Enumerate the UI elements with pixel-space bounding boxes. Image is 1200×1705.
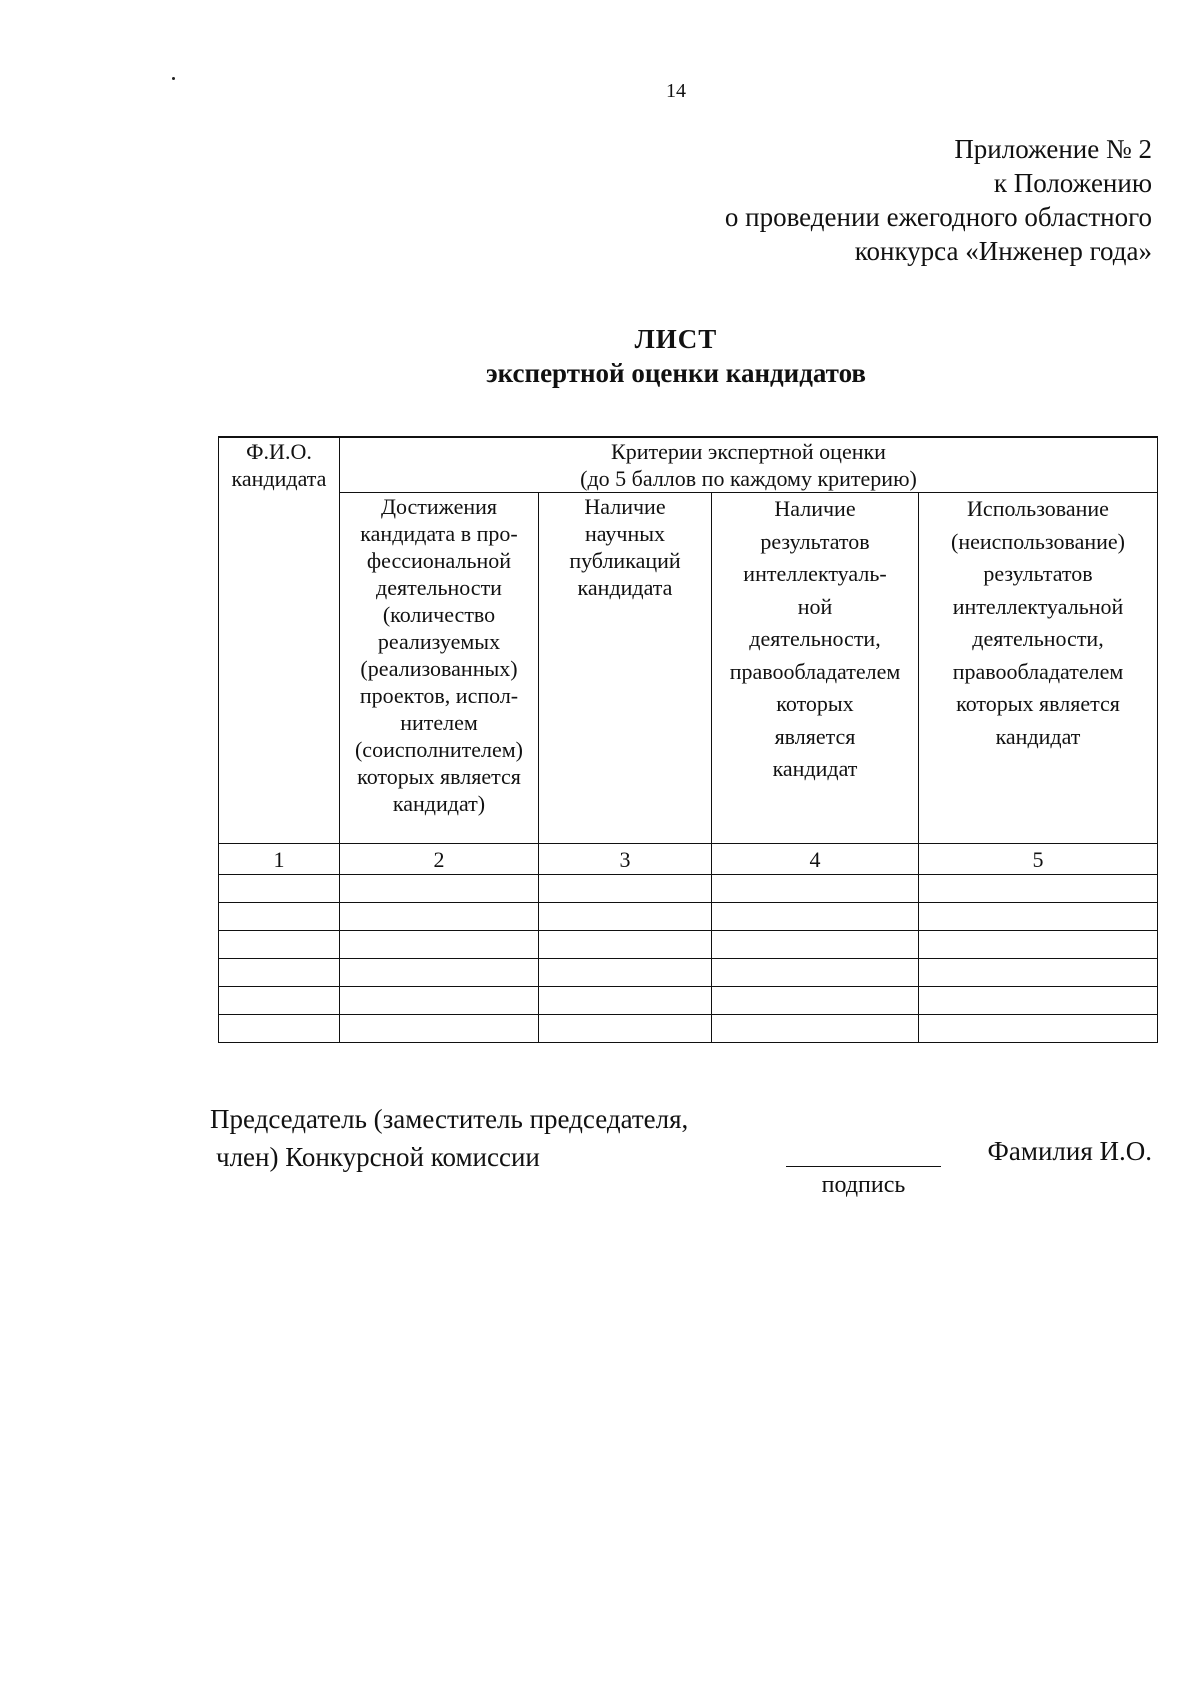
table-cell[interactable] [539, 903, 712, 931]
table-row [219, 931, 1158, 959]
signature-caption: подпись [821, 1172, 906, 1198]
table-cell[interactable] [712, 1015, 919, 1043]
column-number: 3 [539, 844, 712, 875]
table-cell[interactable] [539, 931, 712, 959]
appendix-reference [725, 132, 1152, 268]
criterion-intellectual-results: Наличие результатов интеллектуаль- ной деятельности, правообладателем которых является кандидат [712, 493, 919, 844]
table-cell[interactable] [539, 1015, 712, 1043]
table-cell[interactable] [919, 1015, 1158, 1043]
signatory-role [210, 1100, 688, 1176]
appendix-line: конкурса «Инженер года» [854, 236, 1152, 266]
page-number: 14 [666, 80, 686, 102]
table-cell[interactable] [712, 903, 919, 931]
table-row [219, 987, 1158, 1015]
column-number: 5 [919, 844, 1158, 875]
table-cell[interactable] [539, 959, 712, 987]
criterion-achievements: Достижения кандидата в про- фессиональной деятельности (количество реализуемых (реализованных) проектов, испол- нителем (соисполнителем) которых является кандидат) [340, 493, 539, 844]
table-cell[interactable] [712, 987, 919, 1015]
table-cell[interactable] [539, 987, 712, 1015]
title-sub: экспертной оценки кандидатов [485, 358, 867, 388]
table-cell[interactable] [219, 903, 340, 931]
table-row [219, 903, 1158, 931]
table-cell[interactable] [340, 959, 539, 987]
table-row [219, 959, 1158, 987]
document-title [0, 322, 1200, 390]
table-cell[interactable] [219, 1015, 340, 1043]
table-cell[interactable] [340, 931, 539, 959]
table-cell[interactable] [340, 987, 539, 1015]
table-cell[interactable] [219, 959, 340, 987]
header-criteria: Критерии экспертной оценки (до 5 баллов по каждому критерию) [340, 437, 1158, 493]
table-row [219, 1015, 1158, 1043]
criterion-publications: Наличие научных публикаций кандидата [539, 493, 712, 844]
column-number: 2 [340, 844, 539, 875]
header-candidate-name: Ф.И.О. кандидата [219, 437, 340, 844]
criteria-subheader-row [219, 493, 1158, 844]
column-number: 1 [219, 844, 340, 875]
appendix-line: Приложение № 2 [954, 134, 1152, 164]
table-cell[interactable] [712, 875, 919, 903]
table-header-row [219, 437, 1158, 493]
table-cell[interactable] [219, 987, 340, 1015]
column-number: 4 [712, 844, 919, 875]
table-cell[interactable] [712, 931, 919, 959]
table-cell[interactable] [219, 931, 340, 959]
table-cell[interactable] [219, 875, 340, 903]
table-cell[interactable] [340, 1015, 539, 1043]
signatory-name: Фамилия И.О. [987, 1136, 1152, 1166]
table-cell[interactable] [919, 987, 1158, 1015]
table-cell[interactable] [919, 875, 1158, 903]
table-cell[interactable] [340, 875, 539, 903]
role-line: член) Конкурсной комиссии [216, 1142, 540, 1172]
table-cell[interactable] [919, 959, 1158, 987]
signature-line[interactable] [786, 1166, 941, 1167]
appendix-line: к Положению [993, 168, 1152, 198]
evaluation-table [218, 436, 1158, 1043]
table-cell[interactable] [340, 903, 539, 931]
criterion-usage: Использование (неиспользование) результатов интеллектуальной деятельности, правообладателем которых является кандидат [919, 493, 1158, 844]
table-cell[interactable] [539, 875, 712, 903]
column-number-row [219, 844, 1158, 875]
table-row [219, 875, 1158, 903]
table-cell[interactable] [919, 903, 1158, 931]
appendix-line: о проведении ежегодного областного [724, 202, 1152, 232]
title-main: ЛИСТ [634, 324, 718, 354]
table-cell[interactable] [919, 931, 1158, 959]
table-cell[interactable] [712, 959, 919, 987]
role-line: Председатель (заместитель председателя, [210, 1104, 689, 1134]
